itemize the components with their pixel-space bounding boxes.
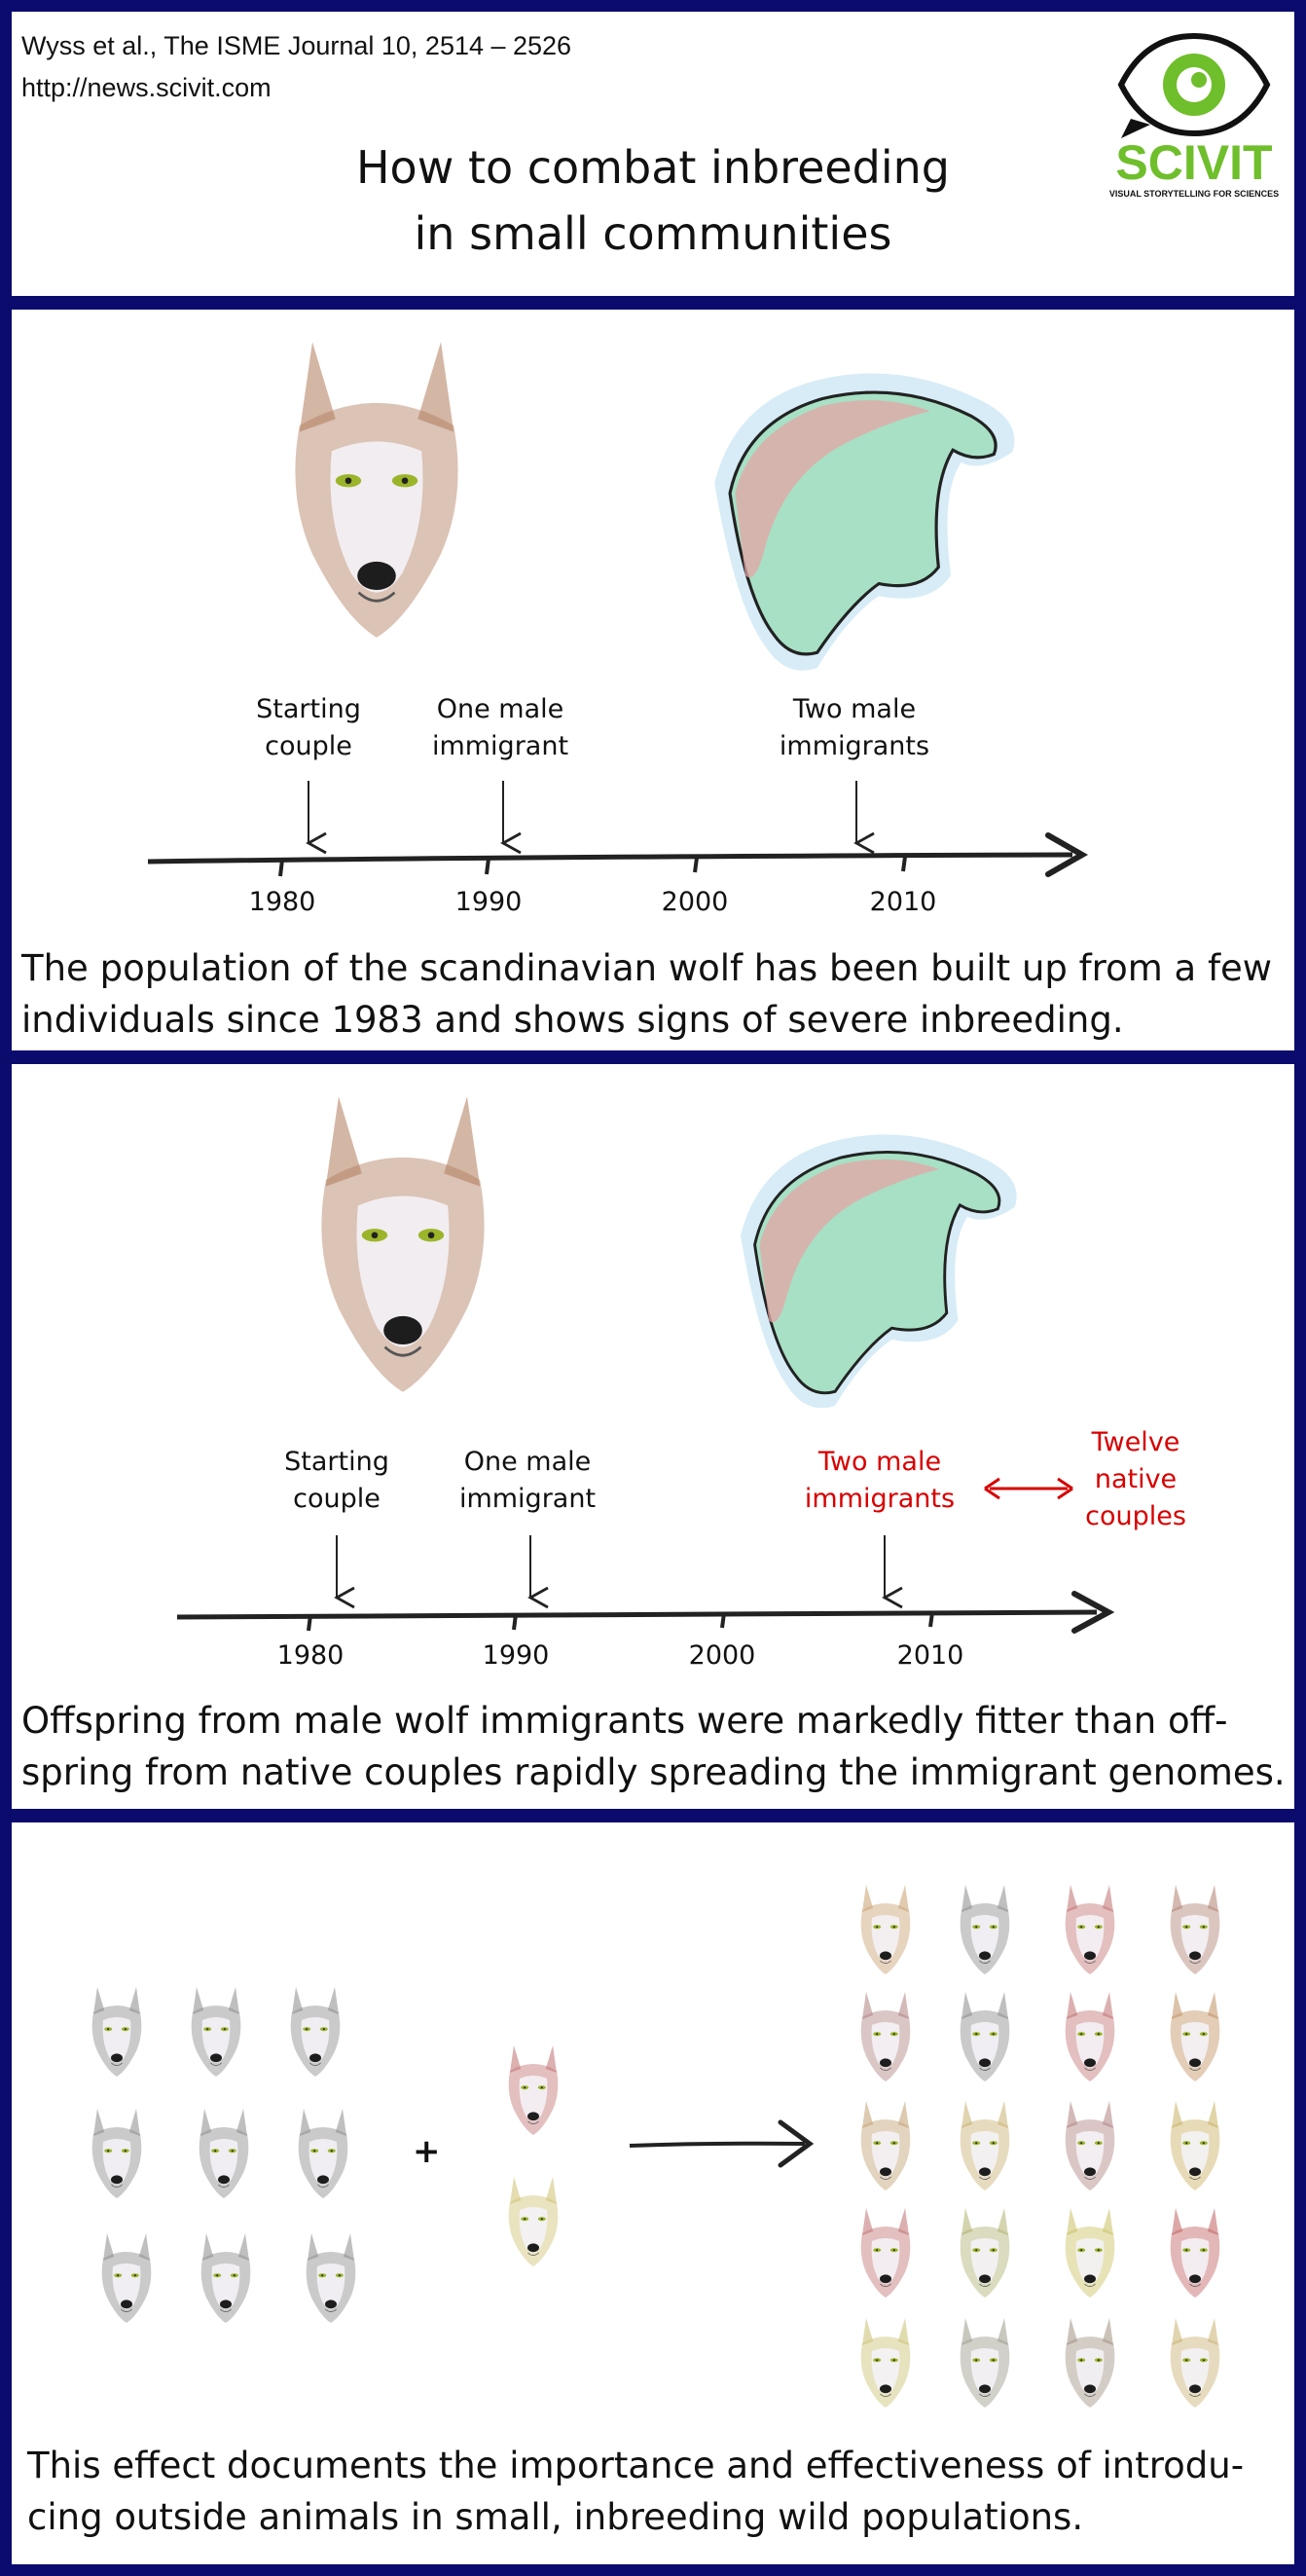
- caption-panel1: The population of the scandinavian wolf has been built up from a few individuals since 1983 and shows signs of severe inbreeding.: [21, 947, 1272, 1041]
- wolf-icon: [849, 2097, 923, 2194]
- year-1990: 1990: [482, 1640, 550, 1671]
- header-panel: [12, 12, 1294, 296]
- year-1990: 1990: [454, 887, 523, 917]
- logo-text: SCIVIT: [1115, 135, 1273, 190]
- page-title-line2: in small communities: [414, 207, 892, 260]
- wolf-icon: [1158, 2204, 1232, 2301]
- wolf-icon: [1053, 1881, 1127, 1978]
- wolf-icon: [496, 2173, 570, 2270]
- label-twelve-native-couples: Twelve native couples: [1085, 1427, 1186, 1531]
- wolf-icon: [496, 2042, 570, 2139]
- wolf-icon: [80, 1983, 154, 2080]
- source-url[interactable]: http://news.scivit.com: [21, 73, 272, 102]
- year-2010: 2010: [896, 1640, 964, 1671]
- wolf-icon: [948, 2204, 1022, 2301]
- wolf-icon: [187, 2105, 261, 2202]
- wolf-icon: [278, 1983, 352, 2080]
- panel-timeline-initial: [12, 310, 1294, 1050]
- scivit-logo: [1102, 31, 1287, 202]
- year-1980: 1980: [248, 887, 316, 917]
- label-one-male-immigrant: One male immigrant: [458, 1447, 597, 1514]
- plus-sign: +: [413, 2132, 441, 2171]
- timeline-axis: [12, 310, 1294, 1050]
- wolf-icon: [1158, 2314, 1232, 2411]
- wolf-icon: [189, 2229, 263, 2327]
- wolf-icon: [849, 1881, 923, 1978]
- wolf-icon: [948, 1988, 1022, 2085]
- wolf-icon: [849, 2204, 923, 2301]
- wolf-icon: [90, 2229, 163, 2327]
- wolf-icon: [948, 1881, 1022, 1978]
- wolf-icon: [1053, 1988, 1127, 2085]
- wolf-icon: [294, 2229, 368, 2327]
- wolf-icon: [1158, 1881, 1232, 1978]
- label-two-male-immigrants: Two male immigrants: [804, 1447, 956, 1514]
- panel-population-mixing: [12, 1822, 1294, 2564]
- page-title-line1: How to combat inbreeding: [355, 141, 951, 194]
- wolf-icon: [286, 2105, 360, 2202]
- wolf-icon: [948, 2097, 1022, 2194]
- wolf-icon: [849, 1988, 923, 2085]
- year-1980: 1980: [276, 1640, 345, 1671]
- label-starting-couple: Starting couple: [256, 694, 361, 761]
- wolf-icon: [1053, 2204, 1127, 2301]
- wolf-icon: [849, 2314, 923, 2411]
- wolf-icon: [80, 2105, 154, 2202]
- wolf-icon: [1053, 2314, 1127, 2411]
- wolf-icon: [948, 2314, 1022, 2411]
- logo-tagline: VISUAL STORYTELLING FOR SCIENCES: [1108, 189, 1280, 199]
- year-2000: 2000: [661, 887, 729, 917]
- label-two-male-immigrants: Two male immigrants: [779, 694, 930, 761]
- panel-timeline-immigrants: [12, 1064, 1294, 1809]
- year-2010: 2010: [869, 887, 937, 917]
- caption-panel2: Offspring from male wolf immigrants were markedly fitter than off- spring from native couples rapidly spreading the immigrant genomes.: [21, 1700, 1286, 1793]
- label-starting-couple: Starting couple: [284, 1447, 389, 1514]
- arrow-right-icon: [625, 2115, 819, 2173]
- label-one-male-immigrant: One male immigrant: [431, 694, 569, 761]
- wolf-icon: [1053, 2097, 1127, 2194]
- wolf-icon: [1158, 1988, 1232, 2085]
- caption-panel3: This effect documents the importance and effectiveness of introdu- cing outside animals in small, inbreeding wild populations.: [27, 2445, 1245, 2538]
- citation: Wyss et al., The ISME Journal 10, 2514 – 2526: [21, 31, 572, 60]
- wolf-icon: [179, 1983, 253, 2080]
- wolf-icon: [1158, 2097, 1232, 2194]
- year-2000: 2000: [688, 1640, 756, 1671]
